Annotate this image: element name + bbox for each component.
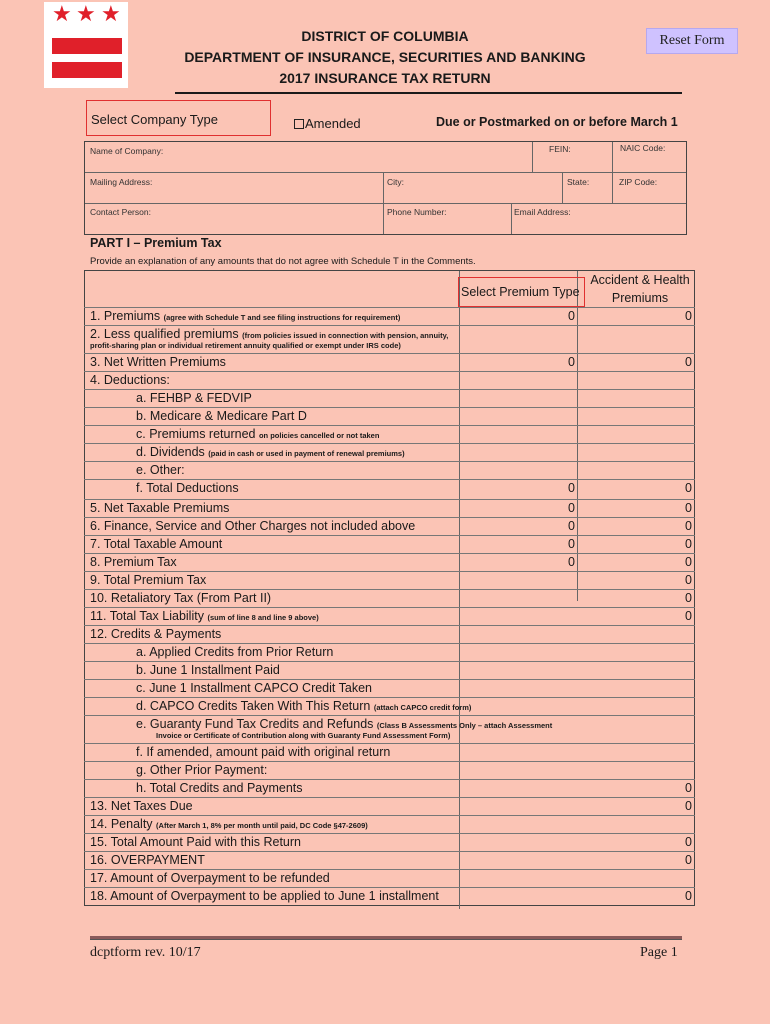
ah-value-field[interactable]: 0 <box>685 889 692 903</box>
form-revision: dcptform rev. 10/17 <box>90 945 201 960</box>
row-label-text: e. Guaranty Fund Tax Credits and Refunds <box>136 717 374 731</box>
row-label-text: 6. Finance, Service and Other Charges not included above <box>90 519 416 533</box>
email-field[interactable]: Email Address: <box>514 207 571 217</box>
row-label <box>136 745 390 759</box>
row-label-text: 7. Total Taxable Amount <box>90 537 223 551</box>
row-label-text: d. Dividends <box>136 445 205 459</box>
row-label-text: 12. Credits & Payments <box>90 627 222 641</box>
contact-person-field[interactable]: Contact Person: <box>90 207 151 217</box>
table-row <box>84 869 695 887</box>
ah-value-field[interactable]: 0 <box>685 519 692 533</box>
state-field[interactable]: State: <box>567 177 590 187</box>
table-row <box>84 815 695 833</box>
title-line-2: DEPARTMENT OF INSURANCE, SECURITIES AND BANKING <box>184 49 586 65</box>
ah-value-field[interactable]: 0 <box>685 609 692 623</box>
footer-divider <box>90 936 682 940</box>
ah-value-field[interactable]: 0 <box>685 591 692 605</box>
table-row <box>84 499 695 517</box>
row-label <box>90 591 271 605</box>
ah-value-field[interactable]: 0 <box>685 781 692 795</box>
row-label-text: h. Total Credits and Payments <box>136 781 303 795</box>
row-label <box>136 645 333 659</box>
title-line-1: DISTRICT OF COLUMBIA <box>301 28 469 44</box>
row-note: (from policies issued in connection with pension, annuity, <box>242 331 449 340</box>
table-row <box>84 607 695 625</box>
row-note: (Class B Assessments Only – attach Assessment <box>376 721 553 730</box>
row-label-text: e. Other: <box>136 463 185 477</box>
city-field[interactable]: City: <box>387 177 404 187</box>
table-row <box>84 479 695 497</box>
company-type-select[interactable]: Select Company Type <box>86 100 271 136</box>
row-label-text: 10. Retaliatory Tax (From Part II) <box>90 591 272 605</box>
row-label-text: 9. Total Premium Tax <box>90 573 207 587</box>
mailing-address-field[interactable]: Mailing Address: <box>90 177 153 187</box>
flag-bar <box>52 62 122 78</box>
row-label-text: g. Other Prior Payment: <box>136 763 268 777</box>
row-note: (paid in cash or used in payment of renewal premiums) <box>208 449 405 458</box>
table-row <box>84 715 695 743</box>
row-label <box>90 817 368 831</box>
amended-label: Amended <box>305 116 361 131</box>
premium-value-field[interactable]: 0 <box>568 501 575 515</box>
row-note: on policies cancelled or not taken <box>258 431 380 440</box>
row-label <box>90 835 301 849</box>
row-label <box>90 309 400 323</box>
premium-value-field[interactable]: 0 <box>568 481 575 495</box>
row-label-text: a. FEHBP & FEDVIP <box>136 391 252 405</box>
row-note: (agree with Schedule T and see filing instructions for requirement) <box>163 313 401 322</box>
row-label-text: 2. Less qualified premiums <box>90 327 239 341</box>
row-label <box>90 327 448 341</box>
table-row <box>84 307 695 325</box>
table-row <box>84 779 695 797</box>
table-row <box>84 851 695 869</box>
ah-value-field[interactable]: 0 <box>685 537 692 551</box>
ah-header-line2: Premiums <box>611 291 669 305</box>
row-label <box>136 781 303 795</box>
table-row <box>84 535 695 553</box>
row-label-text: 5. Net Taxable Premiums <box>90 501 230 515</box>
row-label <box>136 463 185 477</box>
row-label <box>90 889 439 903</box>
row-label-text: 13. Net Taxes Due <box>90 799 193 813</box>
row-label-text: 3. Net Written Premiums <box>90 355 226 369</box>
ah-value-field[interactable]: 0 <box>685 355 692 369</box>
row-label <box>90 519 415 533</box>
row-label-text: 18. Amount of Overpayment to be applied to June 1 installment <box>90 889 439 903</box>
star-icon: ★ <box>76 2 96 27</box>
row-label <box>136 445 405 459</box>
row-label <box>136 391 252 405</box>
table-row <box>84 353 695 371</box>
phone-field[interactable]: Phone Number: <box>387 207 447 217</box>
company-info-grid <box>84 141 687 235</box>
row-note-continued: profit-sharing plan or individual retirement annuity qualified or exempt under IRS code) <box>90 341 401 350</box>
part1-heading: PART I – Premium Tax <box>90 236 222 250</box>
row-label <box>90 853 205 867</box>
row-label-text: 8. Premium Tax <box>90 555 177 569</box>
form-title <box>140 26 630 89</box>
ah-value-field[interactable]: 0 <box>685 309 692 323</box>
star-icon: ★ <box>52 2 72 27</box>
premium-value-field[interactable]: 0 <box>568 355 575 369</box>
checkbox-icon[interactable] <box>294 119 304 129</box>
row-note: (sum of line 8 and line 9 above) <box>207 613 319 622</box>
row-label <box>136 763 267 777</box>
table-row <box>84 625 695 643</box>
table-row <box>84 589 695 607</box>
premium-value-field[interactable]: 0 <box>568 309 575 323</box>
row-label-text: b. June 1 Installment Paid <box>136 663 280 677</box>
table-row <box>84 661 695 679</box>
title-divider <box>175 92 682 94</box>
table-row <box>84 517 695 535</box>
table-row <box>84 443 695 461</box>
row-label <box>90 555 177 569</box>
table-row <box>84 643 695 661</box>
row-label <box>90 501 229 515</box>
table-row <box>84 697 695 715</box>
table-row <box>84 461 695 479</box>
row-label <box>90 871 330 885</box>
premium-value-field[interactable]: 0 <box>568 537 575 551</box>
star-icon: ★ <box>101 2 121 27</box>
table-row <box>84 325 695 353</box>
row-label-text: 16. OVERPAYMENT <box>90 853 205 867</box>
table-row <box>84 761 695 779</box>
ah-premiums-header <box>586 271 694 307</box>
row-label <box>90 609 319 623</box>
naic-field[interactable]: NAIC Code: <box>620 143 666 153</box>
row-label <box>136 427 379 441</box>
row-label-text: d. CAPCO Credits Taken With This Return <box>136 699 371 713</box>
row-label-text: b. Medicare & Medicare Part D <box>136 409 307 423</box>
row-label-text: 17. Amount of Overpayment to be refunded <box>90 871 330 885</box>
ah-value-field[interactable]: 0 <box>685 481 692 495</box>
row-label-text: c. June 1 Installment CAPCO Credit Taken <box>136 681 372 695</box>
company-name-field[interactable]: Name of Company: <box>90 146 164 156</box>
row-label-text: c. Premiums returned <box>136 427 256 441</box>
ah-value-field[interactable]: 0 <box>685 799 692 813</box>
dc-flag-logo <box>44 2 128 88</box>
table-row <box>84 833 695 851</box>
table-row <box>84 553 695 571</box>
row-label <box>136 409 307 423</box>
table-row <box>84 407 695 425</box>
reset-form-button[interactable]: Reset Form <box>646 28 738 54</box>
row-label <box>136 681 372 695</box>
row-label-text: 4. Deductions: <box>90 373 170 387</box>
premium-type-select[interactable]: Select Premium Type <box>458 277 585 307</box>
table-row <box>84 797 695 815</box>
row-label <box>90 373 170 387</box>
table-row <box>84 887 695 905</box>
ah-value-field[interactable]: 0 <box>685 573 692 587</box>
row-label <box>90 537 222 551</box>
row-label <box>136 717 552 731</box>
table-row <box>84 743 695 761</box>
ah-value-field[interactable]: 0 <box>685 501 692 515</box>
row-label-text: 1. Premiums <box>90 309 161 323</box>
row-note: (After March 1, 8% per month until paid, DC Code §47-2609) <box>156 821 368 830</box>
row-label <box>90 355 226 369</box>
row-label <box>136 481 239 495</box>
row-note: (attach CAPCO credit form) <box>373 703 472 712</box>
part1-note: Provide an explanation of any amounts that do not agree with Schedule T in the Comments. <box>90 256 476 267</box>
flag-bar <box>52 38 122 54</box>
fein-field[interactable]: FEIN: <box>549 144 571 154</box>
row-label-text: 14. Penalty <box>90 817 153 831</box>
row-label <box>136 699 471 713</box>
row-label-text: 15. Total Amount Paid with this Return <box>90 835 301 849</box>
ah-value-field[interactable]: 0 <box>685 853 692 867</box>
ah-value-field[interactable]: 0 <box>685 835 692 849</box>
table-row <box>84 371 695 389</box>
table-row <box>84 571 695 589</box>
row-label <box>90 573 206 587</box>
row-label-text: 11. Total Tax Liability <box>90 609 204 623</box>
due-date-note: Due or Postmarked on or before March 1 <box>436 115 678 129</box>
row-label-text: f. Total Deductions <box>136 481 239 495</box>
page-number: Page 1 <box>640 945 678 960</box>
row-label <box>90 799 193 813</box>
zip-field[interactable]: ZIP Code: <box>619 177 658 187</box>
title-line-3: 2017 INSURANCE TAX RETURN <box>279 70 491 86</box>
table-row <box>84 389 695 407</box>
row-note-continued: Invoice or Certificate of Contribution along with Guaranty Fund Assessment Form) <box>156 731 451 740</box>
ah-header-line1: Accident & Health <box>590 273 690 287</box>
premium-value-field[interactable]: 0 <box>568 555 575 569</box>
table-row <box>84 679 695 697</box>
row-label <box>136 663 280 677</box>
ah-value-field[interactable]: 0 <box>685 555 692 569</box>
row-label <box>90 627 221 641</box>
row-label-text: f. If amended, amount paid with original return <box>136 745 391 759</box>
table-row <box>84 425 695 443</box>
amended-checkbox[interactable] <box>294 116 361 131</box>
premium-value-field[interactable]: 0 <box>568 519 575 533</box>
row-label-text: a. Applied Credits from Prior Return <box>136 645 334 659</box>
